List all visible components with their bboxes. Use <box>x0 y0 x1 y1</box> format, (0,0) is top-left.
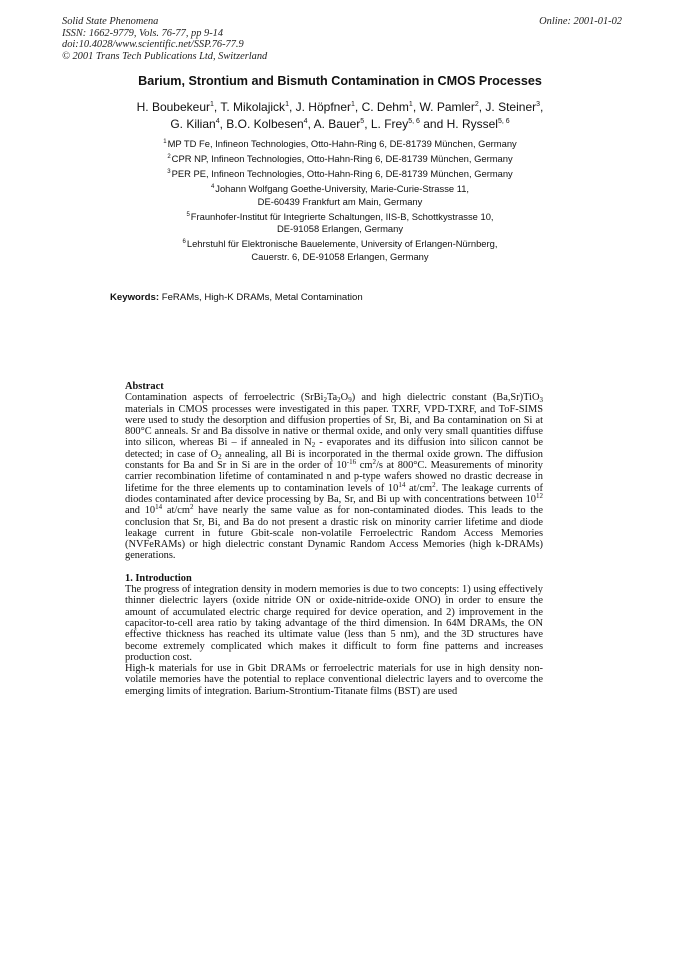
author: C. Dehm$^1$, <box>361 100 420 114</box>
affiliation: $^5$Fraunhofer-Institut für Integrierte Schaltungen, IIS-B, Schottkystrasse 10, DE-91058 Erlangen, Germany <box>186 210 494 234</box>
paper-body <box>125 381 543 697</box>
author: G. Kilian$^4$, <box>170 117 227 131</box>
abstract-heading: Abstract <box>125 381 164 392</box>
author: W. Pamler$^2$, <box>419 100 486 114</box>
doi-line: doi:10.4028/www.scientific.net/SSP.76-77.9 <box>62 39 244 51</box>
affiliation: $^4$Johann Wolfgang Goethe-University, Marie-Curie-Strasse 11, DE-60439 Frankfurt am Main, Germany <box>210 183 470 207</box>
author: T. Mikolajick$^1$, <box>220 100 296 114</box>
affiliation: $^2$CPR NP, Infineon Technologies, Otto-Hahn-Ring 6, DE-81739 München, Germany <box>167 153 513 164</box>
issn-line: ISSN: 1662-9779, Vols. 76-77, pp 9-14 <box>62 27 224 39</box>
author: A. Bauer$^5$, <box>313 117 371 131</box>
author: J. Steiner$^3$, <box>485 100 544 114</box>
journal-masthead <box>62 16 622 62</box>
author: B.O. Kolbesen$^4$, <box>226 117 314 131</box>
affiliation: $^3$PER PE, Infineon Technologies, Otto-Hahn-Ring 6, DE-81739 München, Germany <box>167 168 513 179</box>
keywords-label: Keywords: <box>110 292 160 303</box>
copyright-line: © 2001 Trans Tech Publications Ltd, Switzerland <box>62 50 268 62</box>
author: J. Höpfner$^1$, <box>295 100 362 114</box>
keywords-text: FeRAMs, High-K DRAMs, Metal Contamination <box>161 292 363 303</box>
affiliation: $^6$Lehrstuhl für Elektronische Bauelemente, University of Erlangen-Nürnberg, Cauerstr. 6, DE-91058 Erlangen, Germany <box>182 238 498 262</box>
affiliation: $^1$MP TD Fe, Infineon Technologies, Otto-Hahn-Ring 6, DE-81739 München, Germany <box>163 138 517 149</box>
online-date: Online: 2001-01-02 <box>539 16 622 27</box>
journal-name: Solid State Phenomena <box>62 16 159 27</box>
introduction-paragraph: High-k materials for use in Gbit DRAMs or ferroelectric materials for use in high density non-volatile memories have the potential to replace conventional dielectric layers and to overcome the emerging limits of integration. Barium-Strontium-Titanate films (BST) are used <box>125 663 543 697</box>
paper-title: Barium, Strontium and Bismuth Contamination in CMOS Processes <box>138 74 542 88</box>
introduction-heading: 1. Introduction <box>125 572 192 584</box>
author: H. Ryssel$^{5, 6}$ <box>446 117 510 131</box>
keywords <box>110 292 590 303</box>
abstract-text: Contamination aspects of ferroelectric $(SrBi_2Ta_2O_9)$ and high dielectric constant (Ba,Sr)TiO$_3$ materials in CMOS processes were investigated in this paper. TXRF, VPD-TXRF, and ToF-SIMS were used to study the desorption and diffusion properties of Sr, Bi, and Ba contamination on Si at 800°C anneals. Sr and Ba dissolve in native or thermal oxide, and only very small quantities diffuse into silicon, whereas Bi – if annealed in $N_2$ - evaporates and its diffusion into silicon cannot be detected; in case of $O_2$ annealing, all Bi is incorporated in the thermal oxide grown. The diffusion constants for Ba and Sr in Si are in the order of $10^{-16}$ $cm^2/s$ at 800°C. Measurements of minority carrier recombination lifetime of contaminated n and p-type wafers showed no drastic decrease in lifetime for the three elements up to contamination levels of $10^{14}$ $at/cm^2$. The leakage currents of diodes contaminated after device processing by Ba, Sr, and Bi up with concentrations between $10^{12}$ and $10^{14}$ $at/cm^2$ have nearly the same value as for non-contaminated diodes. This leads to the conclusion that Sr, Bi, and Ba do not present a drastic risk on minority carrier lifetime and diode leakage current in future Gbit-scale non-volatile Ferroelectric Random Access Memories (NVFeRAMs) or high dielectric constant Dynamic Random Access Memories (high k-DRAMs) generations. <box>125 392 544 562</box>
affiliation-list <box>60 138 620 266</box>
author: H. Boubekeur$^1$, <box>136 100 221 114</box>
introduction-paragraph: The progress of integration density in modern memories is due to two concepts: 1) using effectively thinner dielectric layers (oxide nitride ON or oxide-nitride-oxide ONO) in order to ensure the amount of accumulated electric charge required for device operation, and 2) improvement in the capacitor-to-cell area ratio by taking advantage of the third dimension. In 64M DRAMs, the ON effective thickness has reached its ultimate value (less than 5 nm), and the 3D structures have become extremely complicated which makes it difficult to form fine patterns and increases production cost. <box>125 584 543 663</box>
author: L. Frey$^{5, 6}$ and <box>370 117 447 131</box>
author-list <box>60 99 620 133</box>
